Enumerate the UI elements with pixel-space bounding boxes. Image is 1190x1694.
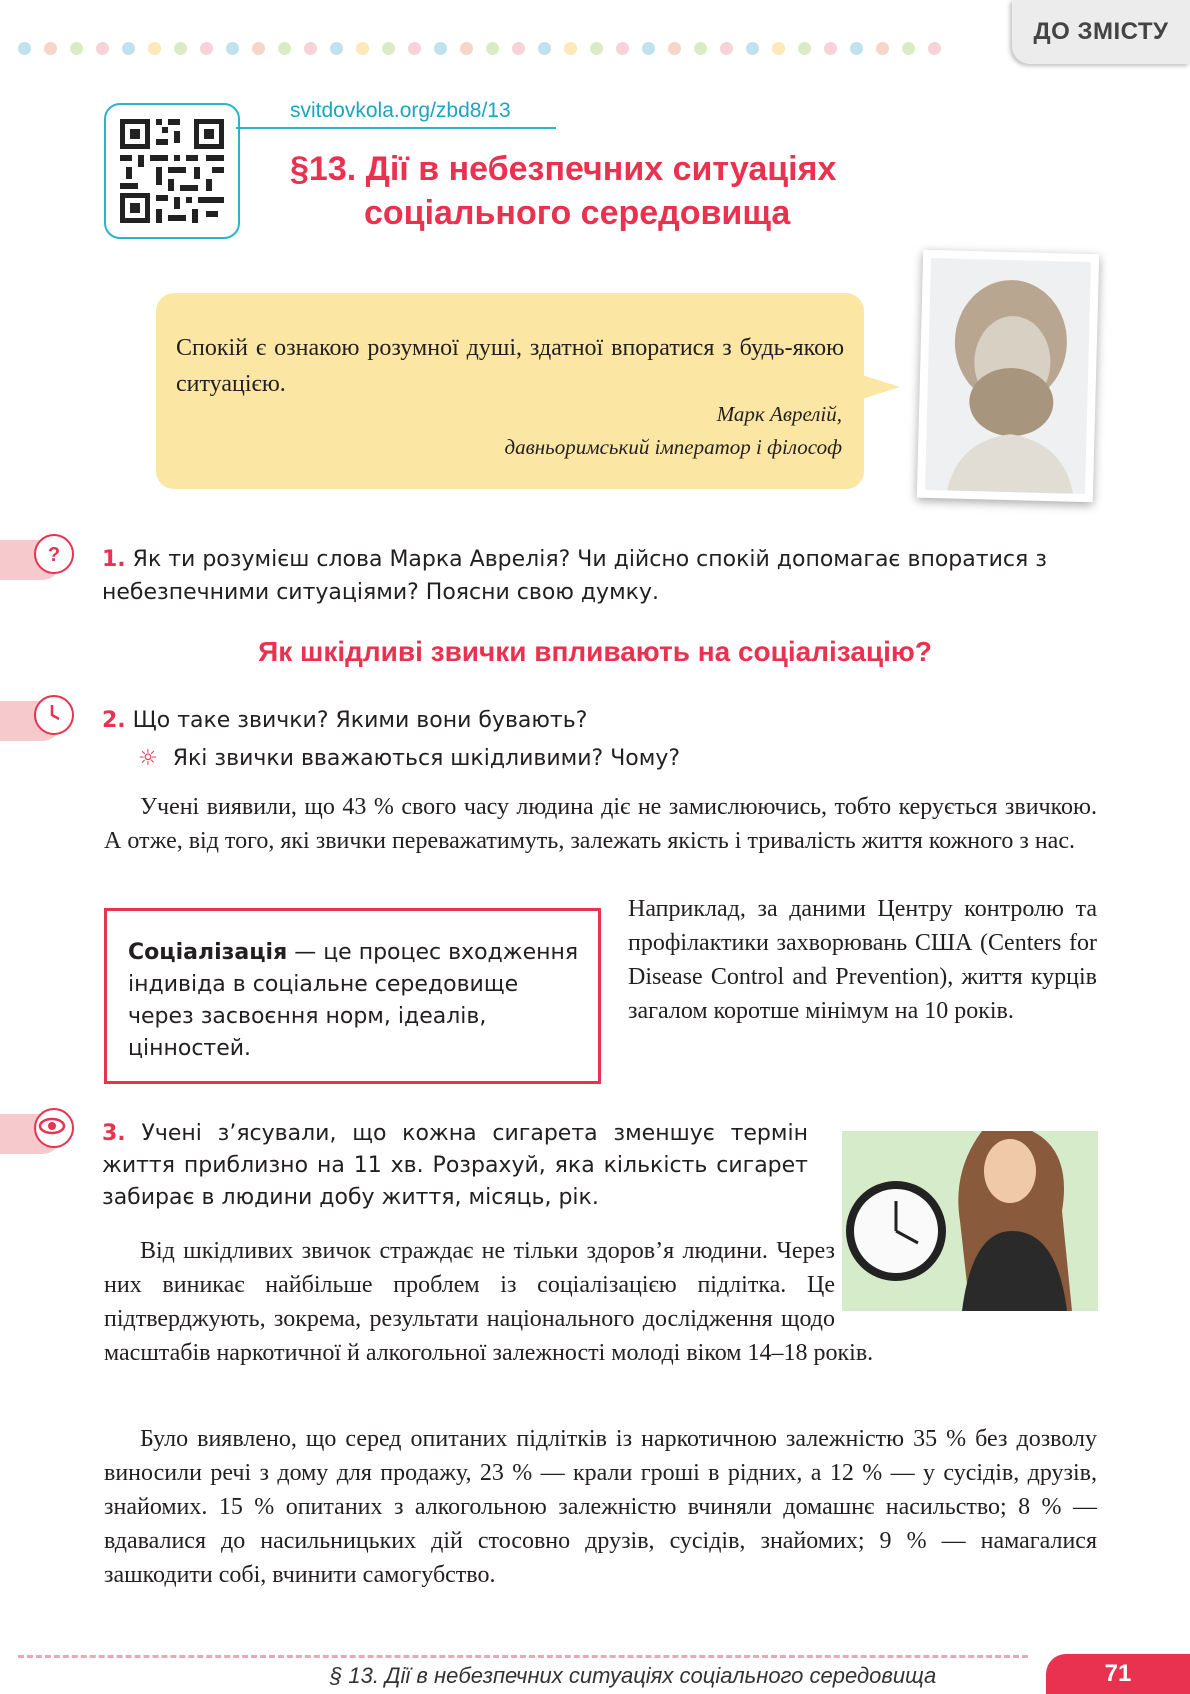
photo-float-spacer <box>835 1234 1097 1336</box>
eye-icon <box>34 1108 74 1148</box>
resource-link[interactable]: svitdovkola.org/zbd8/13 <box>290 99 511 122</box>
page-title <box>290 147 970 235</box>
question-2-extra <box>138 743 680 775</box>
quote-author <box>176 398 842 464</box>
quote-text: Спокій є ознакою розумної душі, здатної впоратися з будь-якою ситуацією. <box>176 335 844 397</box>
definition-text <box>128 937 588 1065</box>
paragraph-3 <box>104 1234 1097 1370</box>
svg-text:?: ? <box>47 544 61 566</box>
question-icon <box>34 534 74 574</box>
title-line-2: соціального середовища <box>364 194 791 232</box>
paragraph-3-text: Від шкідливих звичок страждає не тільки здоров’я людини. Через них виникає найбільше проблем із соціалізацією підлітка. Це підтверджують, зокрема, результати національного дослідження щодо масштабів наркотичної й алкогольної залежності молоді віком 14–18 років. <box>104 1234 1097 1370</box>
sun-icon: ☼ <box>138 746 158 771</box>
section-heading: Як шкідливі звички впливають на соціалізацію? <box>258 636 932 667</box>
paragraph-4: Було виявлено, що серед опитаних підлітків із наркотичною залежністю 35 % без дозволу виносили речі з дому для продажу, 23 % — крали гроші в рідних, а 12 % — у сусідів, друзів, знайомих. 15 % опитаних з алкогольною залежністю вчиняли домашнє насильство; 8 % — вдавалися до насильницьких дій стосовно друзів, сусідів, знайомих; 9 % — намагалися зашкодити собі, вчинити самогубство. <box>104 1426 1097 1588</box>
title-line-1: §13. Дії в небезпечних ситуаціях <box>290 150 837 188</box>
definition-term: Соціалізація <box>128 940 288 965</box>
question-2-extra-text: Які звички вважаються шкідливими? Чому? <box>172 746 681 771</box>
page-number: 71 <box>1046 1654 1190 1694</box>
definition-body: — це процес входження індивіда в соціальне середовище через засвоєння норм, ідеалів, цінностей. <box>128 940 579 1061</box>
clock-icon <box>34 695 74 735</box>
question-2 <box>102 705 587 737</box>
question-3 <box>102 1118 808 1214</box>
footer-title: § 13. Дії в небезпечних ситуаціях соціального середовища <box>330 1663 937 1688</box>
quote-author-name: Марк Аврелій, <box>716 402 842 426</box>
question-3-text: Учені з’ясували, що кожна сигарета зменшує термін життя приблизно на 11 хв. Розрахуй, яка кількість сигарет забирає в людини добу життя, місяць, рік. <box>102 1121 808 1210</box>
qr-code-icon <box>106 105 238 237</box>
question-1-text: Як ти розумієш слова Марка Аврелія? Чи дійсно спокій допомагає впоратися з небезпечними ситуаціями? Поясни свою думку. <box>102 547 1047 605</box>
quote-author-role: давньоримський імператор і філософ <box>504 435 842 459</box>
paragraph-1: Учені виявили, що 43 % свого часу людина діє не замислюючись, тобто керується звичкою. А отже, від того, які звички переважатимуть, залежать якість і тривалість життя кожного з нас. <box>104 794 1097 854</box>
question-1-number: 1. <box>102 547 126 572</box>
marcus-aurelius-bust-image <box>917 250 1099 503</box>
question-3-number: 3. <box>102 1121 126 1146</box>
qr-code[interactable] <box>104 103 240 239</box>
url-divider <box>236 127 556 129</box>
to-contents-button[interactable]: ДО ЗМІСТУ <box>1012 0 1190 64</box>
footer-divider <box>18 1655 1028 1658</box>
question-1 <box>102 543 1102 609</box>
question-2-text: Що таке звички? Якими вони бувають? <box>132 708 588 733</box>
paragraph-2: Наприклад, за даними Центру контролю та профілактики захворювань США (Centers for Disease Control and Prevention), життя курців загалом коротше мінімум на 10 років. <box>628 896 1097 1024</box>
decorative-dots <box>18 42 1038 56</box>
question-2-number: 2. <box>102 708 126 733</box>
